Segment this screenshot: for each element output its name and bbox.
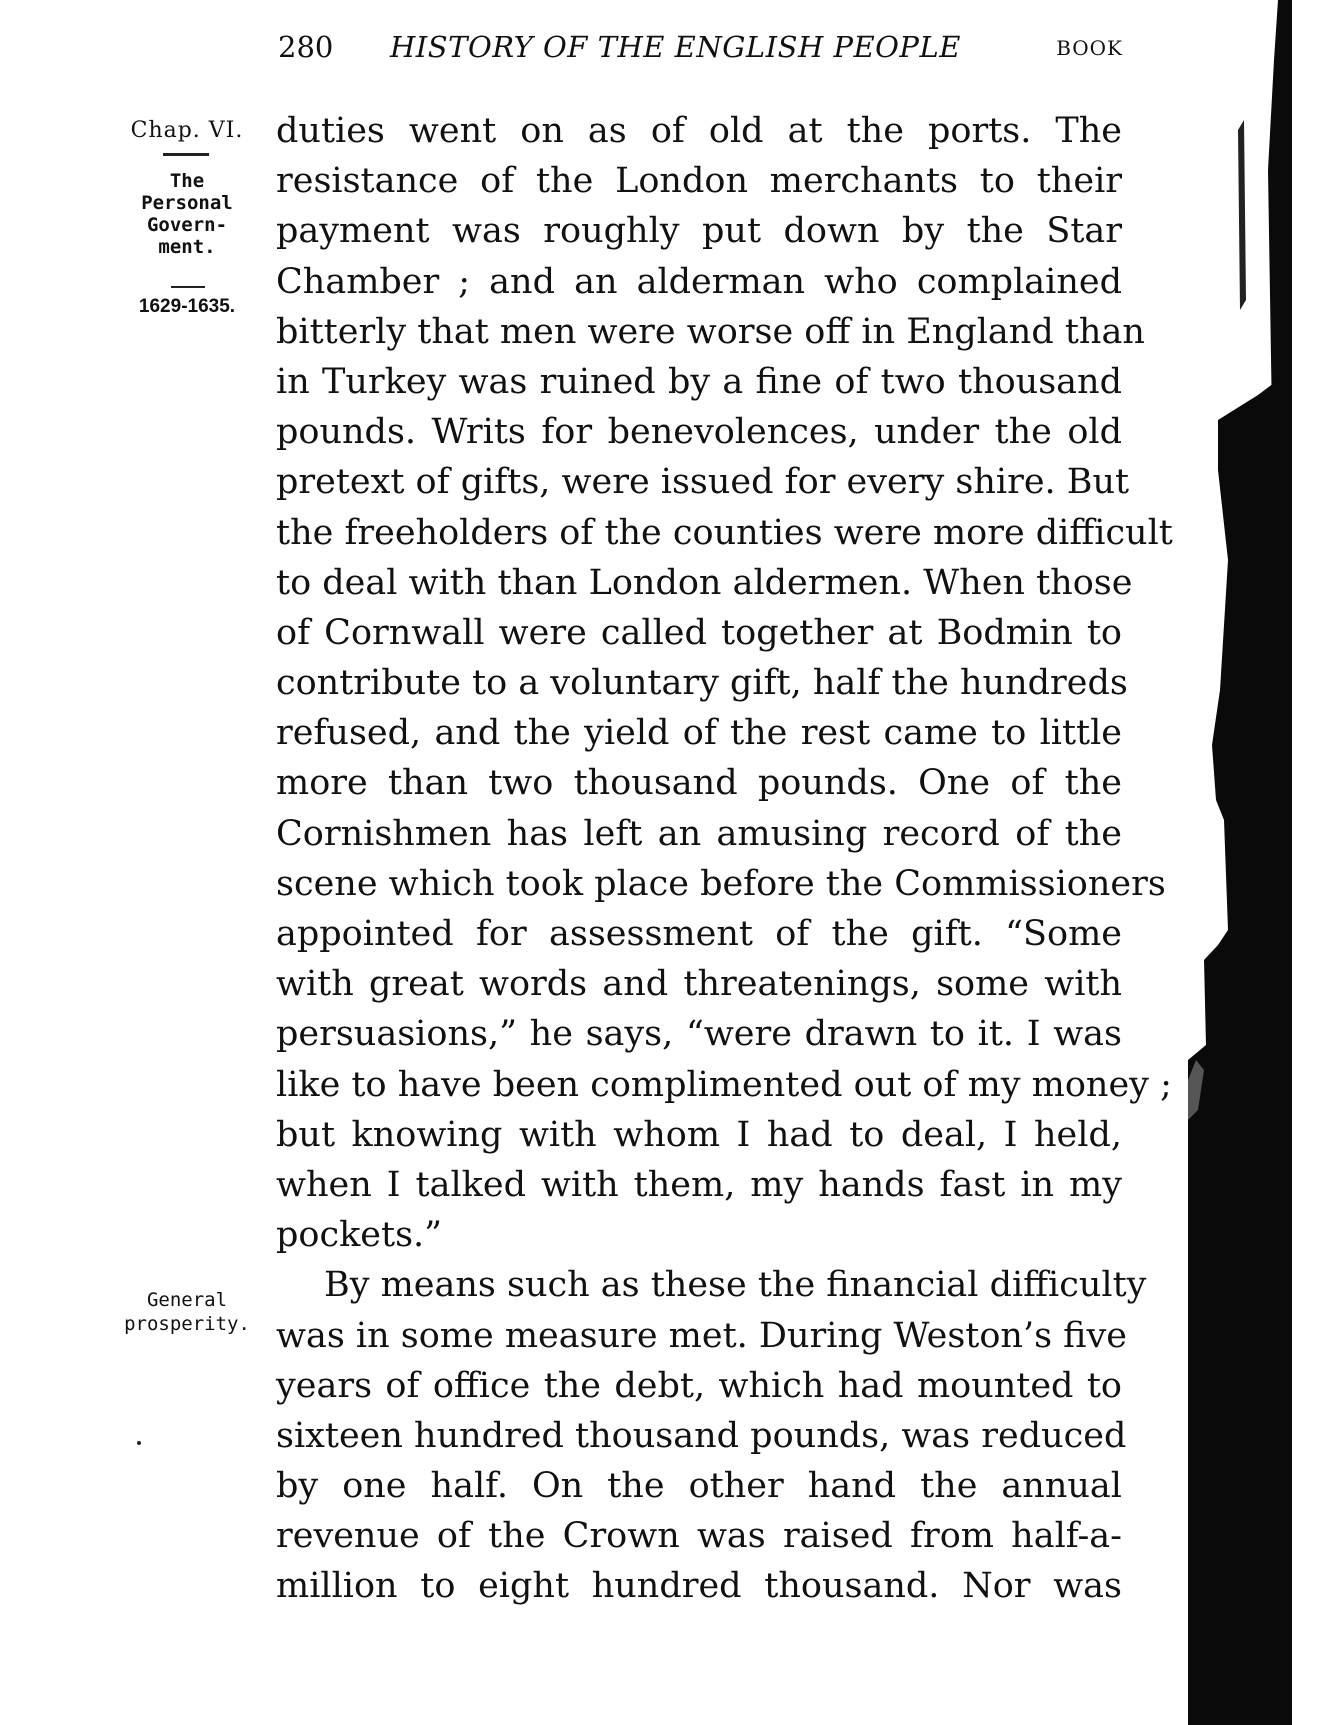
text-line: By means such as these the financial difficulty [324, 1265, 1147, 1306]
scan-shadow-edge [1188, 0, 1330, 1725]
text-line: by one half. On the other hand the annual [276, 1466, 1122, 1507]
book-label: BOOK [1056, 36, 1123, 60]
text-line: pockets.” [276, 1215, 443, 1256]
text-line: in Turkey was ruined by a fine of two thousand [276, 361, 1122, 402]
sidenote-line: General [146, 1289, 228, 1311]
text-line: Cornishmen has left an amusing record of the [276, 813, 1122, 854]
text-line: when I talked with them, my hands fast in my [276, 1164, 1122, 1205]
chapter-rule [163, 153, 209, 156]
text-line: persuasions,” he says, “were drawn to it. I was [276, 1014, 1122, 1055]
text-line: appointed for assessment of the gift. “Some [276, 914, 1122, 954]
running-header [273, 30, 1123, 72]
text-line: scene which took place before the Commissioners [276, 863, 1166, 904]
text-line: more than two thousand pounds. One of the [276, 763, 1122, 804]
text-line: like to have been complimented out of my money ; [276, 1064, 1172, 1105]
text-line: pretext of gifts, were issued for every shire. But [276, 462, 1130, 503]
text-line: revenue of the Crown was raised from half-a- [276, 1516, 1122, 1557]
text-line: duties went on as of old at the ports. The [276, 111, 1122, 151]
page-number: 280 [278, 30, 334, 64]
text-line: Chamber ; and an alderman who complained [276, 261, 1122, 302]
text-line: but knowing with whom I had to deal, I held, [276, 1114, 1122, 1155]
sidenote-line: Personal [141, 192, 233, 214]
sidenote-line: ment. [158, 236, 216, 258]
sidenote-line: Govern- [146, 214, 228, 236]
chapter-label: Chap. VI. [130, 118, 244, 143]
running-title: HISTORY OF THE ENGLISH PEOPLE [390, 30, 961, 64]
text-line: was in some measure met. During Weston’s five [276, 1315, 1128, 1356]
sidenote-rule [171, 286, 205, 288]
text-line: refused, and the yield of the rest came to little [276, 713, 1122, 754]
text-line: resistance of the London merchants to their [276, 161, 1122, 202]
text-line: to deal with than London aldermen. When those [276, 562, 1133, 603]
text-line: sixteen hundred thousand pounds, was reduced [276, 1415, 1127, 1456]
body-text [276, 106, 1173, 1612]
stray-mark [137, 1441, 141, 1445]
text-line: contribute to a voluntary gift, half the hundreds [276, 663, 1128, 704]
text-line: bitterly that men were worse off in England than [276, 311, 1145, 352]
text-line: the freeholders of the counties were more difficult [276, 512, 1173, 553]
years-sidenote: 1629-1635. [138, 296, 236, 317]
text-line: with great words and threatenings, some with [276, 964, 1122, 1005]
text-line: pounds. Writs for benevolences, under the old [276, 412, 1122, 453]
text-line: million to eight hundred thousand. Nor was [276, 1566, 1122, 1607]
sidenote-line: prosperity. [124, 1313, 250, 1335]
text-line: years of office the debt, which had mounted to [276, 1365, 1122, 1406]
section-sidenote [118, 170, 256, 258]
sidenote-line: The [169, 170, 205, 192]
text-line: of Cornwall were called together at Bodmin to [276, 612, 1122, 653]
prosperity-sidenote [118, 1288, 256, 1336]
text-line: payment was roughly put down by the Star [276, 211, 1122, 252]
